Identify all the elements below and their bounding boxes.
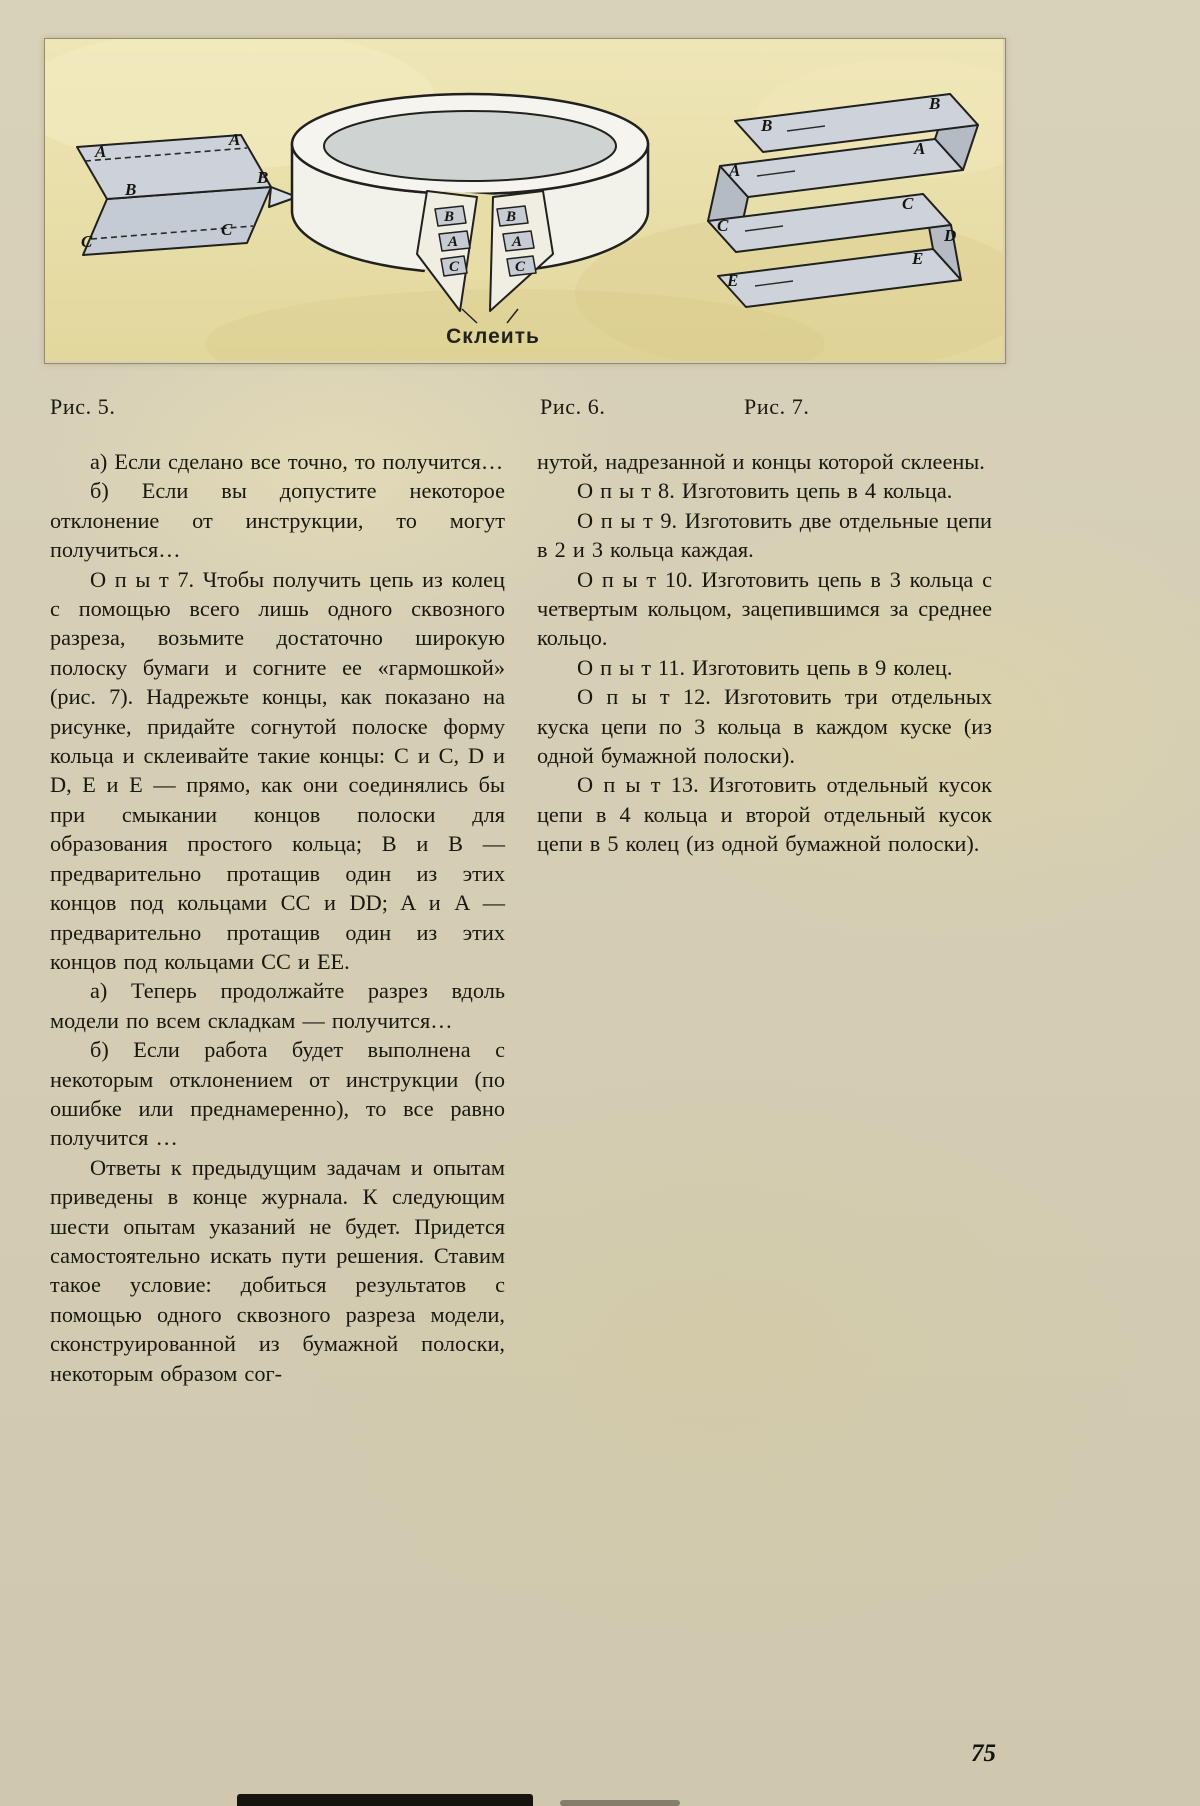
fig6-left-label-a: A <box>448 234 459 250</box>
fig7-label-b-right: B <box>929 94 941 113</box>
paragraph: О п ы т 11. Изготовить цепь в 9 колец. <box>577 654 953 680</box>
left-column <box>50 447 505 1388</box>
scan-edge-smudge-light <box>560 1800 680 1806</box>
paragraph: а) Теперь продолжайте разрез вдоль модели по всем складкам — получится… <box>50 978 505 1033</box>
fig6-left-label-c: C <box>449 259 460 275</box>
paragraph-continuation: нутой, надрезанной и концы которой склеены. <box>537 449 985 474</box>
fig5-label-b-right: B <box>257 168 269 187</box>
fig6-right-label-c: C <box>515 259 526 275</box>
fig7-label-c-left: C <box>717 216 729 235</box>
fig7-label-a-left: A <box>729 161 741 180</box>
fig7-label-c-right: C <box>902 194 914 213</box>
paragraph: О п ы т 13. Изготовить отдельный кусок цепи в 4 кольца и второй отдельный кусок цепи в 5 колец (из одной бумажной полоски). <box>537 772 992 857</box>
page-number: 75 <box>971 1740 996 1767</box>
paragraph: а) Если сделано все точно, то получится… <box>90 449 504 474</box>
fig5-label-a-right: A <box>229 130 241 149</box>
fig7-label-e-left: E <box>727 271 739 290</box>
fig7-label-a-right: A <box>914 139 926 158</box>
fig7-label-b-left: B <box>761 116 773 135</box>
paragraph: О п ы т 10. Изготовить цепь в 3 кольца с четвертым кольцом, зацепившимся за среднее кольцо. <box>537 566 992 651</box>
paragraph: О п ы т 8. Изготовить цепь в 4 кольца. <box>577 478 953 504</box>
fig6-caption: Рис. 6. <box>540 394 606 419</box>
paragraph: О п ы т 9. Изготовить две отдельные цепи в 2 и 3 кольца каждая. <box>537 507 992 563</box>
paragraph: б) Если вы допустите некоторое отклонение от инструкции, то могут получиться… <box>50 478 505 563</box>
fig6-right-label-a: A <box>512 234 523 250</box>
paragraph: О п ы т 7. Чтобы получить цепь из колец с помощью всего лишь одного сквозного разреза, возьмите достаточно широкую полоску бумаги и согните ее «гармошкой» (рис. 7). Надрежьте концы, как показано на рисунке, придайте согнутой полоске форму кольца и склеивайте такие концы: C и C, D и D, E и E — прямо, как они соединялись бы при смыкании концов полоски для образования простого кольца; B и B — предварительно протащив один из этих концов под кольцами CC и DD; A и A — предварительно протащив один из этих концов под кольцами CC и EE. <box>50 566 505 974</box>
fig7-label-d-right: D <box>944 226 957 245</box>
figures-illustration <box>45 39 1003 361</box>
scan-edge-smudge <box>237 1794 533 1806</box>
fig5-label-b-left: B <box>125 180 137 199</box>
fig5-label-c-left: C <box>81 232 93 251</box>
paragraph: О п ы т 12. Изготовить три отдельных куска цепи по 3 кольца в каждом куске (из одной бумажной полоски). <box>537 684 992 769</box>
glue-caption: Склеить <box>446 325 540 348</box>
figure-panel <box>44 38 1006 364</box>
fig6-right-label-b: B <box>506 209 517 225</box>
paragraph: б) Если работа будет выполнена с некоторым отклонением от инструкции (по ошибке или преднамеренно), то все равно получится … <box>50 1037 505 1151</box>
paragraph: Ответы к предыдущим задачам и опытам приведены в конце журнала. К следующим шести опытам указаний не будет. Придется самостоятельно искать пути решения. Ставим такое условие: добиться результатов с помощью одного сквозного разреза модели, сконструированной из бумажной полоски, некоторым образом сог- <box>50 1154 505 1386</box>
fig6-left-label-b: B <box>444 209 455 225</box>
fig5-label-a-left: A <box>95 142 107 161</box>
fig7-caption: Рис. 7. <box>744 394 810 419</box>
ring-inner-opening <box>324 111 616 181</box>
right-column <box>537 447 992 859</box>
fig5-label-c-right: C <box>221 220 233 239</box>
fig5-caption: Рис. 5. <box>50 394 116 419</box>
fig7-label-e-right: E <box>912 249 924 268</box>
